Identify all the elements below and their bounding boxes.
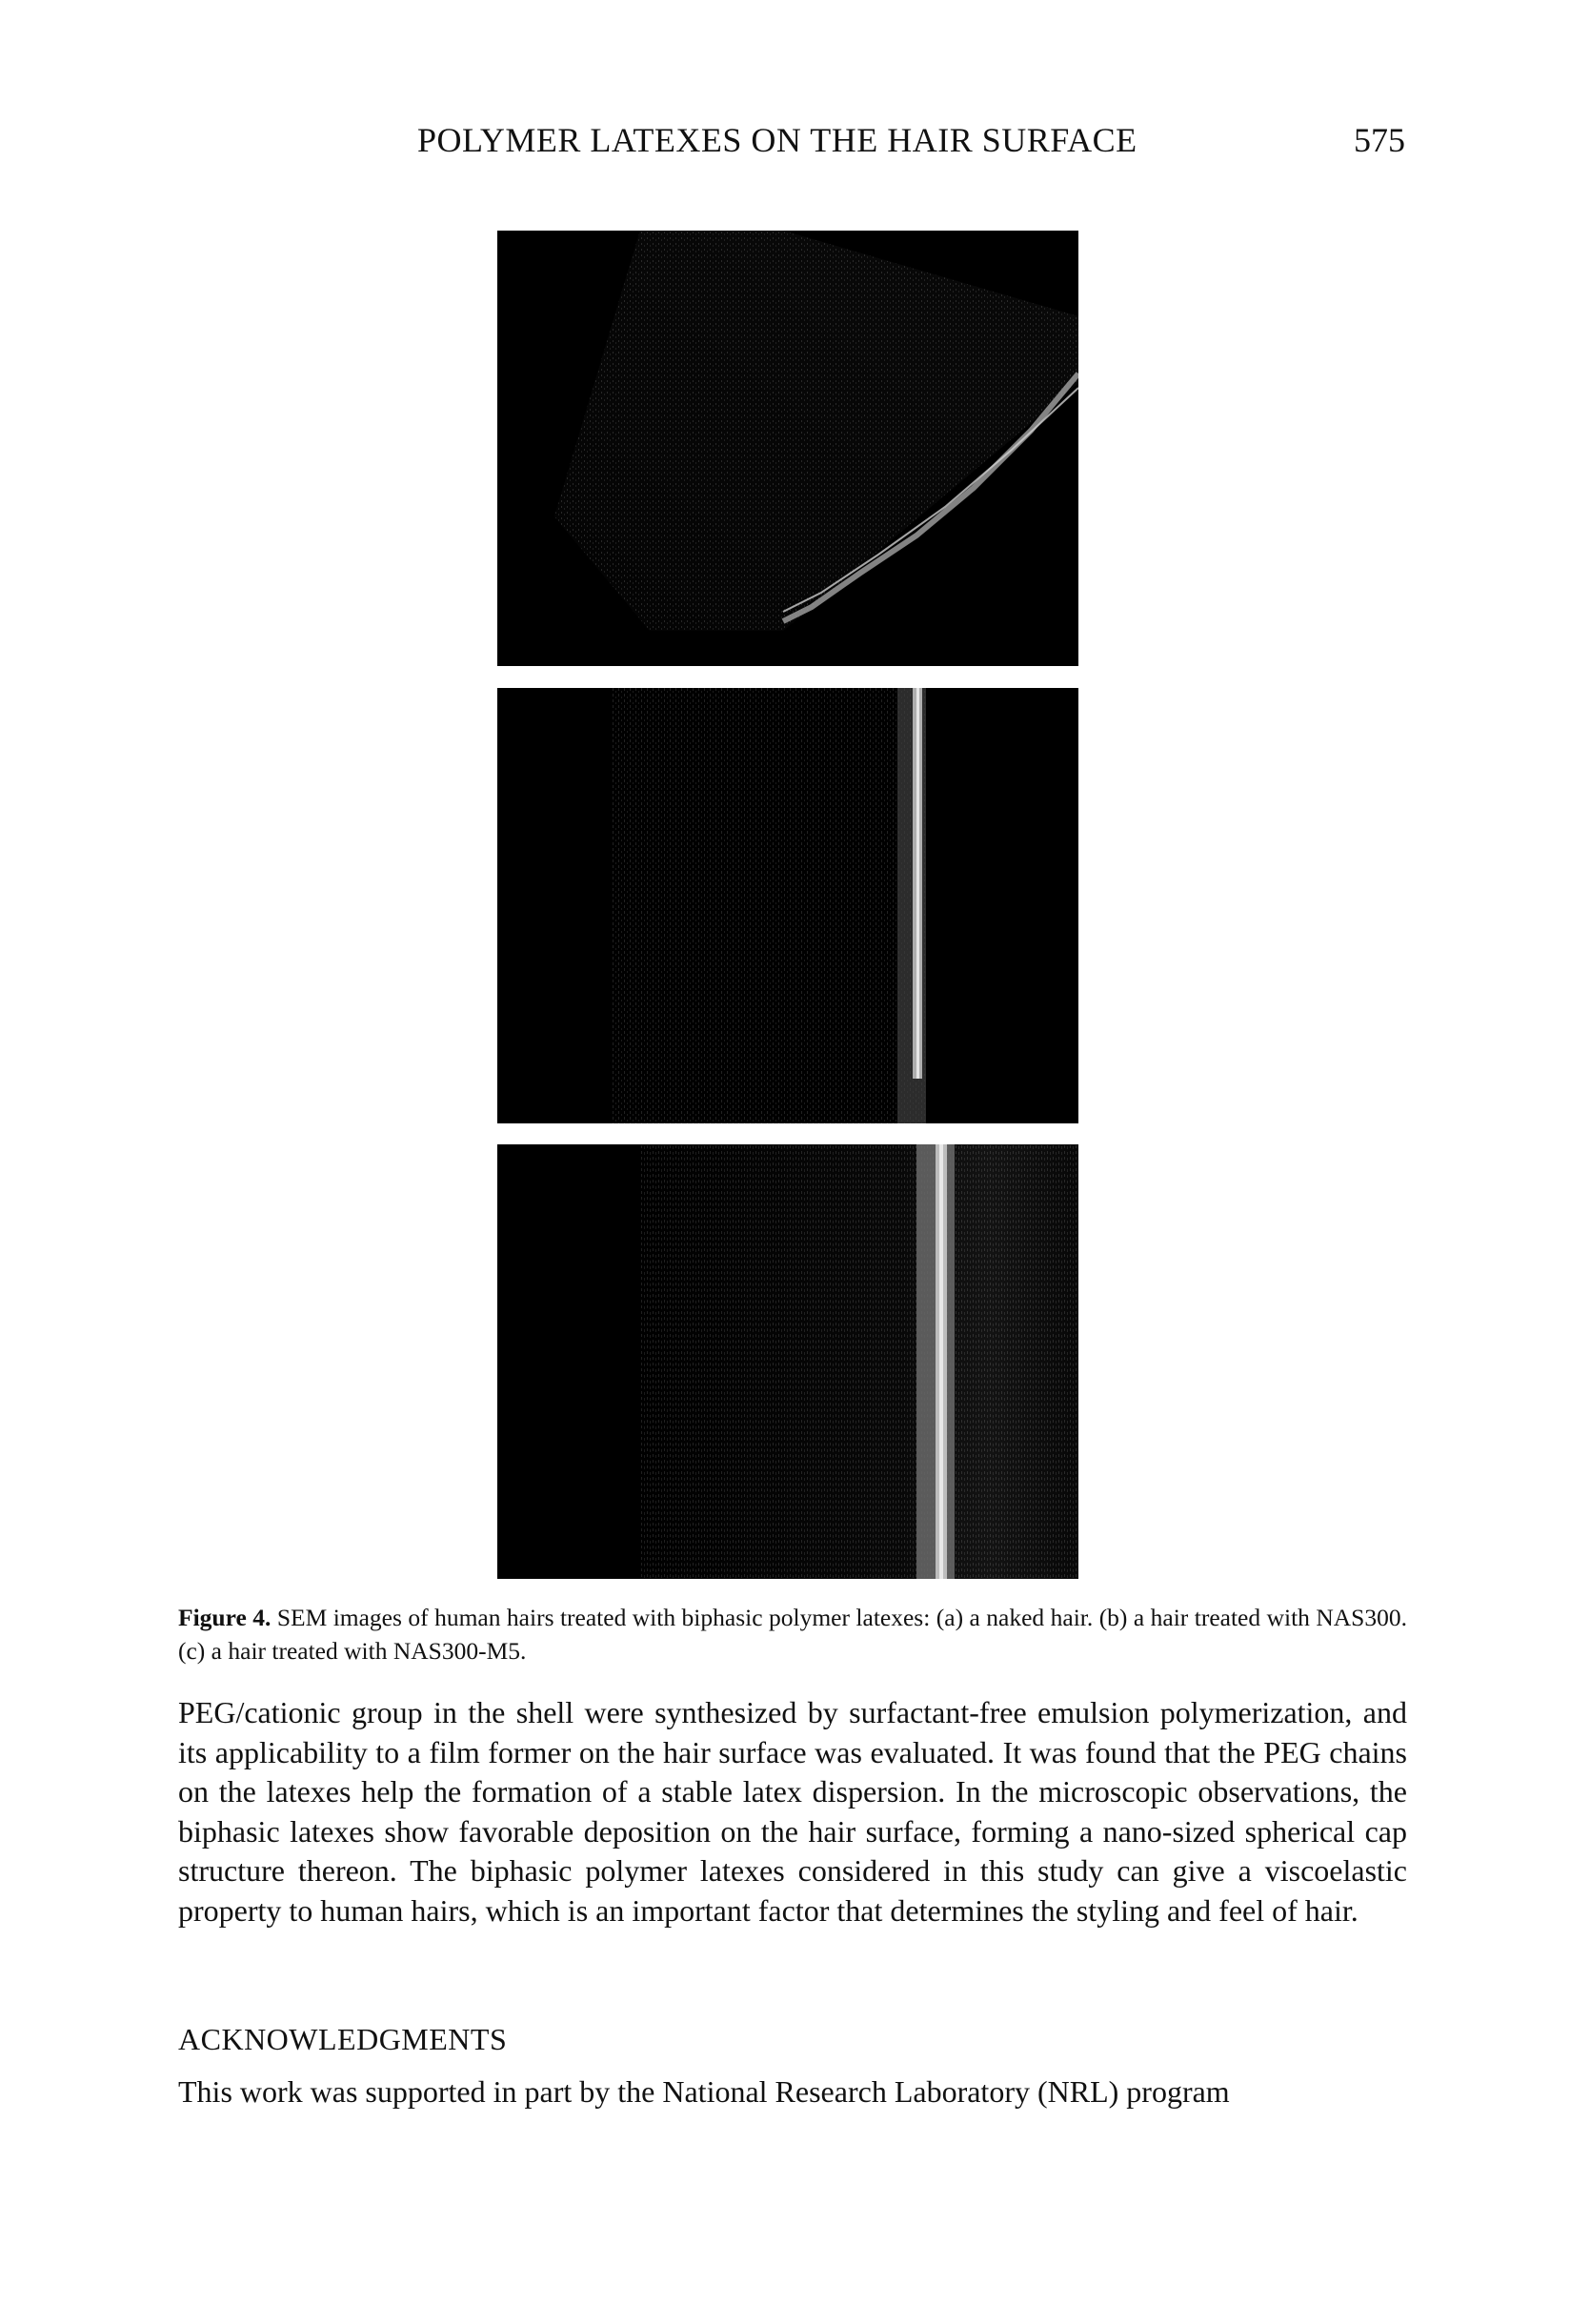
body-paragraph: PEG/cationic group in the shell were synthesized by surfactant-free emulsion polymerization, and its applicability to a film former on the hair surface was evaluated. It was found that the PEG chains on the latexes help the formation of a stable latex dispersion. In the microscopic observations, the biphasic latexes show favorable deposition on the hair surface, forming a nano-sized spherical cap structure thereon. The biphasic polymer latexes considered in this study can give a viscoelastic property to human hairs, which is an important factor that determines the styling and feel of hair.: [178, 1695, 1407, 1928]
figure-caption: [178, 1601, 1407, 1667]
section-heading-acknowledgments: ACKNOWLEDGMENTS: [178, 2022, 508, 2056]
page-number: 575: [1354, 121, 1405, 159]
page-header: [0, 120, 1590, 168]
acknowledgments-text: This work was supported in part by the National Research Laboratory (NRL) program: [178, 2074, 1230, 2109]
sem-image-b: [497, 688, 1078, 1123]
figure-caption-text: SEM images of human hairs treated with biphasic polymer latexes: (a) a naked hair. (b) a hair treated with NAS300. (c) a hair treated with NAS300-M5.: [178, 1604, 1407, 1665]
figure-label: Figure 4.: [178, 1604, 272, 1631]
sem-image-a: [497, 231, 1078, 666]
sem-image-c: [497, 1144, 1078, 1579]
running-title: POLYMER LATEXES ON THE HAIR SURFACE: [417, 121, 1137, 159]
